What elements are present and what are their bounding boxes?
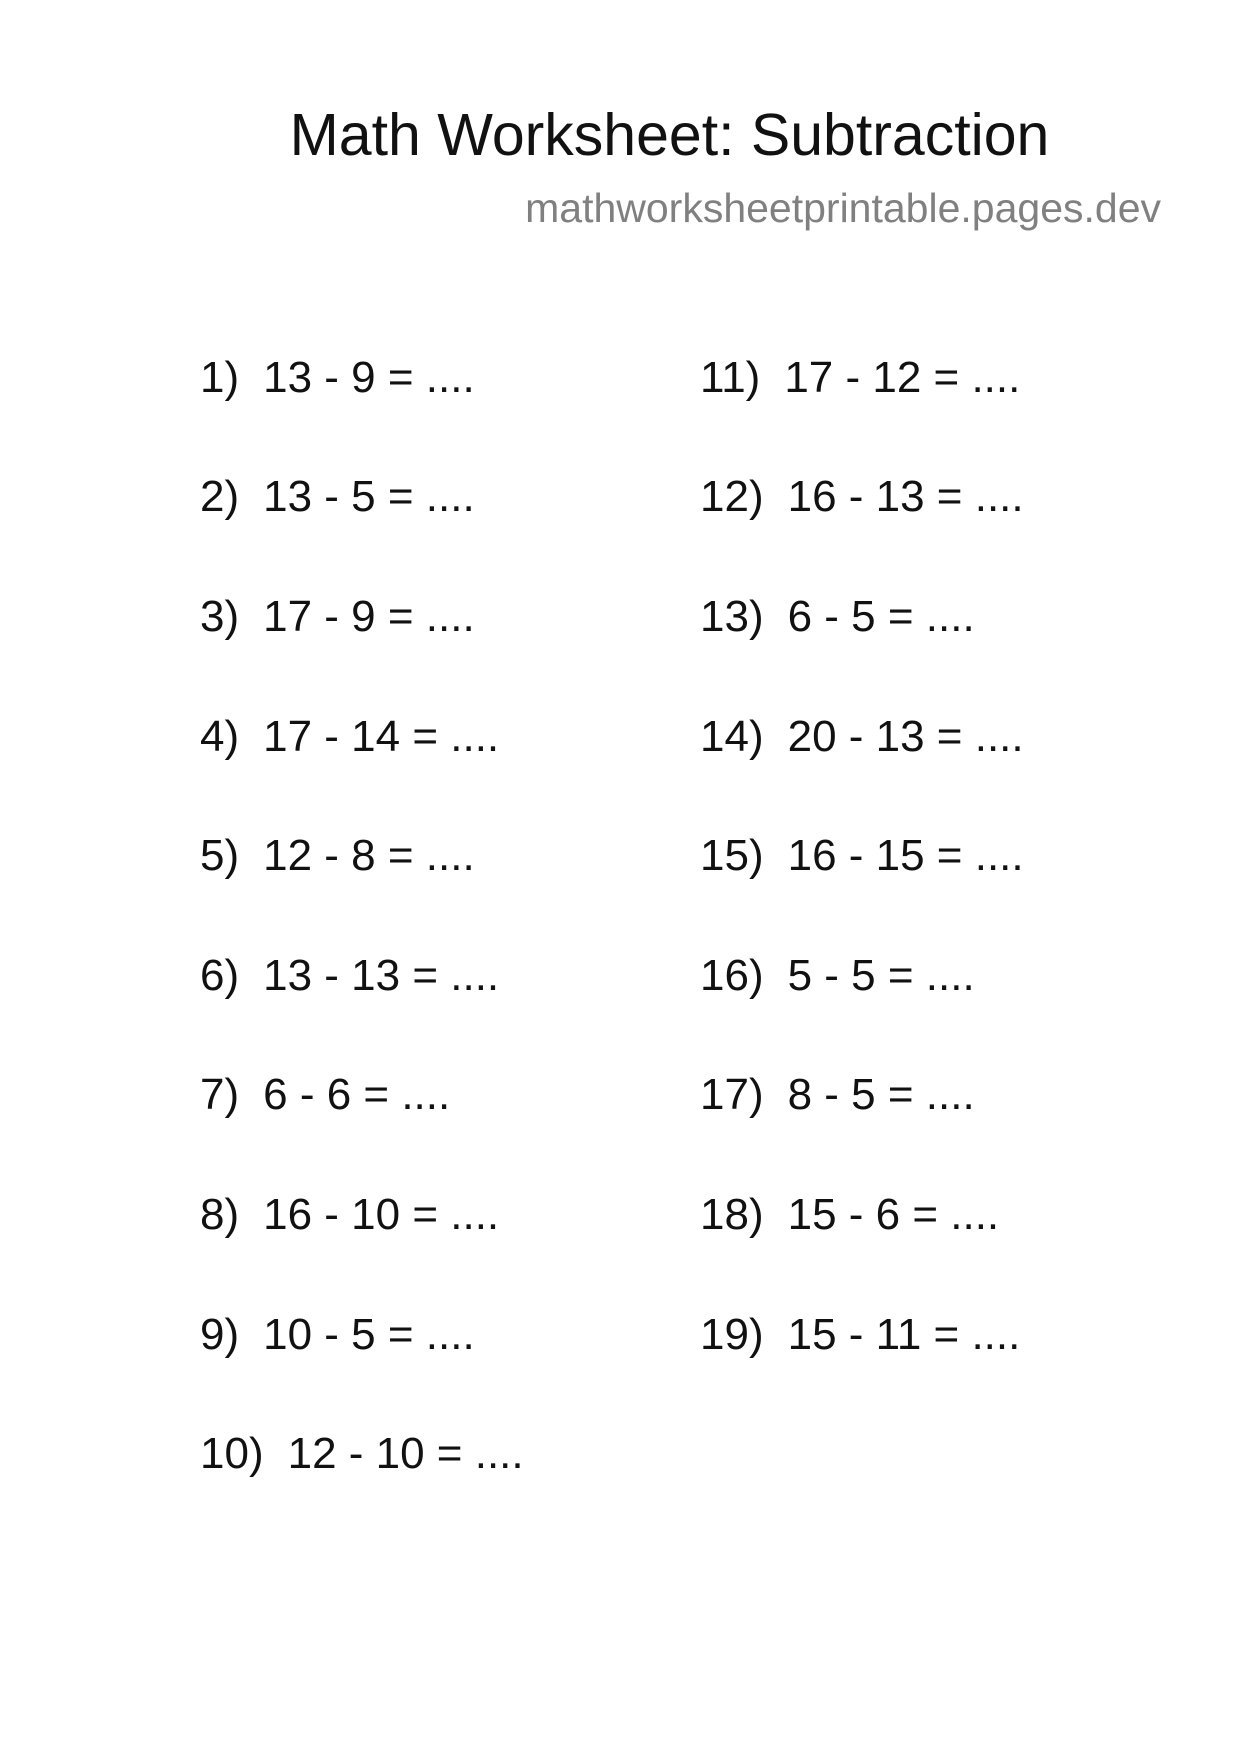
problem-expression: 6 - 6 = .... [263, 1070, 451, 1119]
problem-item [700, 707, 1024, 767]
problem-item [200, 1065, 450, 1125]
problem-expression: 15 - 6 = .... [787, 1190, 1000, 1239]
problem-number: 16) [700, 951, 764, 1000]
problem-item [700, 348, 1020, 408]
problem-item [700, 587, 975, 647]
problem-expression: 13 - 13 = .... [263, 951, 500, 1000]
problem-number: 7) [200, 1070, 240, 1119]
problem-number: 10) [200, 1429, 264, 1478]
problem-expression: 12 - 10 = .... [287, 1429, 524, 1478]
problem-number: 18) [700, 1190, 764, 1239]
problem-item [200, 826, 475, 886]
problem-number: 19) [700, 1310, 764, 1359]
problem-item [700, 1065, 975, 1125]
problem-number: 17) [700, 1070, 764, 1119]
problem-number: 1) [200, 353, 240, 402]
problem-number: 5) [200, 831, 240, 880]
problem-expression: 17 - 14 = .... [263, 712, 500, 761]
problem-expression: 12 - 8 = .... [263, 831, 475, 880]
problem-number: 9) [200, 1310, 240, 1359]
problem-number: 12) [700, 472, 764, 521]
problem-item [200, 1424, 524, 1484]
problem-expression: 8 - 5 = .... [787, 1070, 975, 1119]
problem-number: 4) [200, 712, 240, 761]
problem-expression: 13 - 9 = .... [263, 353, 475, 402]
problem-number: 15) [700, 831, 764, 880]
problem-item [700, 1185, 999, 1245]
problem-item [700, 1305, 1020, 1365]
problem-expression: 16 - 10 = .... [263, 1190, 500, 1239]
problem-item [200, 707, 499, 767]
problem-number: 8) [200, 1190, 240, 1239]
problem-number: 3) [200, 592, 240, 641]
problem-item [200, 946, 499, 1006]
problem-expression: 6 - 5 = .... [787, 592, 975, 641]
problem-expression: 13 - 5 = .... [263, 472, 475, 521]
problem-expression: 10 - 5 = .... [263, 1310, 475, 1359]
problem-item [200, 348, 475, 408]
problem-expression: 16 - 15 = .... [787, 831, 1024, 880]
problem-item [700, 826, 1024, 886]
problem-number: 13) [700, 592, 764, 641]
problem-item [200, 467, 475, 527]
problem-item [200, 1185, 499, 1245]
website-url: mathworksheetprintable.pages.dev [525, 185, 1161, 231]
problem-expression: 17 - 12 = .... [784, 353, 1021, 402]
problem-expression: 20 - 13 = .... [787, 712, 1024, 761]
problem-expression: 5 - 5 = .... [787, 951, 975, 1000]
problem-number: 11) [700, 353, 761, 402]
problem-expression: 15 - 11 = .... [787, 1310, 1021, 1359]
problem-number: 2) [200, 472, 240, 521]
problem-number: 14) [700, 712, 764, 761]
problem-item [200, 1305, 475, 1365]
problem-item [700, 946, 975, 1006]
worksheet-title: Math Worksheet: Subtraction [289, 102, 1050, 168]
problem-number: 6) [200, 951, 240, 1000]
problem-item [700, 467, 1024, 527]
problem-expression: 16 - 13 = .... [787, 472, 1024, 521]
problem-item [200, 587, 475, 647]
problem-expression: 17 - 9 = .... [263, 592, 475, 641]
